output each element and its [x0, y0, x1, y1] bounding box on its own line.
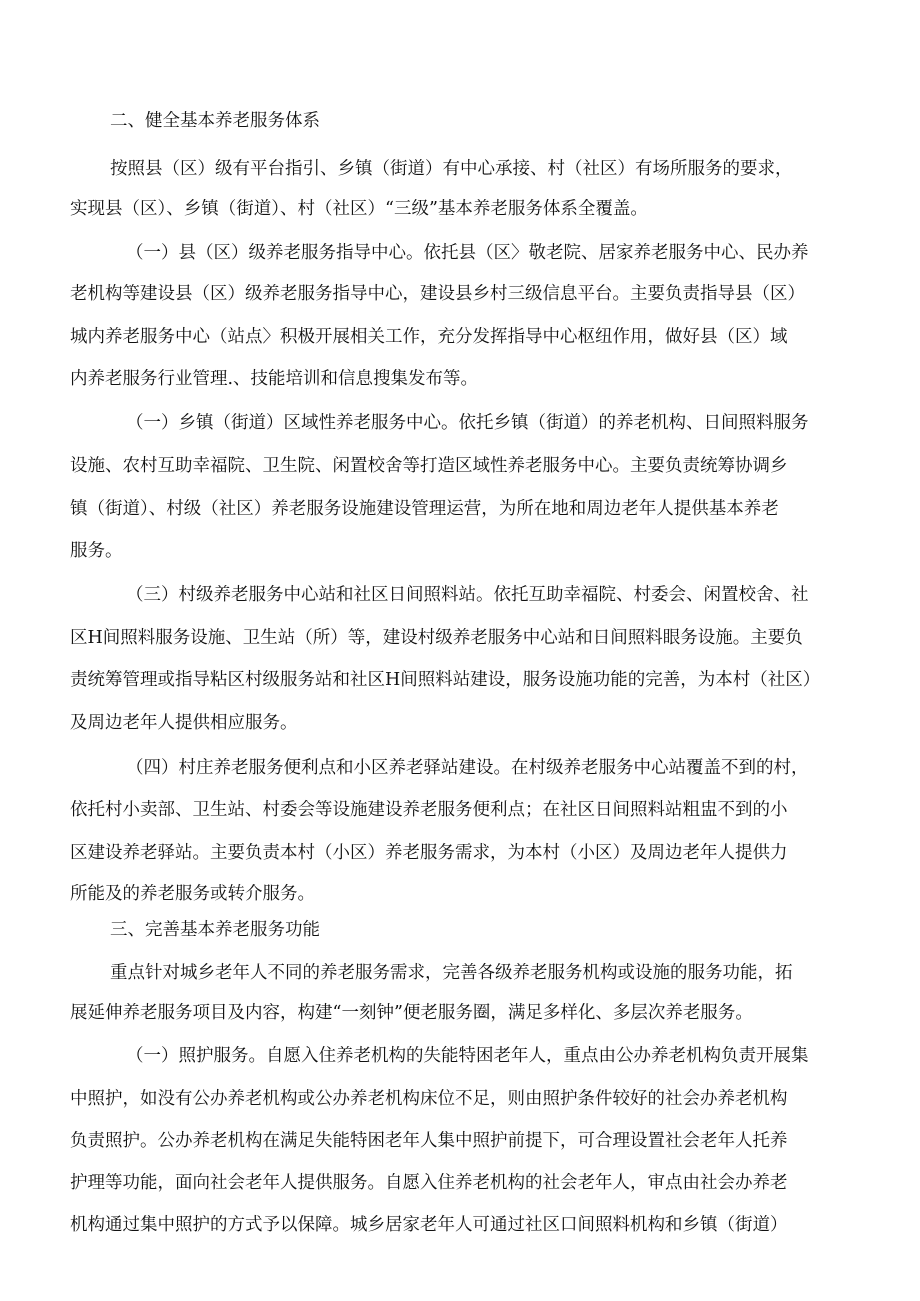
paragraph-line: 实现县（区）、乡镇（街道）、村（社区）“三级”基本养老服务体系全覆盖。 — [70, 199, 648, 219]
paragraph-line: 及周边老年人提供相应服务。 — [70, 713, 298, 733]
paragraph-line: （一）照护服务。自愿入住养老机构的失能特困老年人，重点由公办养老机构负责开展集 — [126, 1046, 809, 1066]
paragraph-line: 负责照护。公办养老机构在满足失能特困老年人集中照护前提下，可合理设置社会老年人托养 — [70, 1131, 788, 1151]
paragraph-line: 设施、农村互助幸福院、卫生院、闲置校舍等打造区域性养老服务中心。主要负责统筹协调乡 — [70, 456, 788, 476]
section-heading: 二、健全基本养老服务体系 — [110, 111, 320, 131]
paragraph-line: 中照护，如没有公办养老机构或公办养老机构床位不足，则由照护条件较好的社会办养老机构 — [70, 1089, 788, 1109]
paragraph-line: 责统筹管理或指导粘区村级服务站和社区H间照料站建设，服务设施功能的完善，为本村（社区） — [70, 670, 821, 690]
paragraph-line: 护理等功能，面向社会老年人提供服务。自愿入住养老机构的社会老年人，审点由社会办养老 — [70, 1173, 788, 1193]
paragraph-line: 内养老服务行业管理.、技能培训和信息搜集发布等。 — [70, 369, 479, 389]
paragraph-line: 服务。 — [70, 541, 123, 561]
paragraph-line: （一）乡镇（街道）区域性养老服务中心。依托乡镇（街道）的养老机构、日间照料服务 — [126, 413, 809, 433]
paragraph-line: （一）县（区）级养老服务指导中心。依托县（区〉敬老院、居家养老服务中心、民办养 — [126, 243, 809, 263]
paragraph-line: 机构通过集中照护的方式予以保障。城乡居家老年人可通过社区口间照料机构和乡镇（街道） — [70, 1215, 788, 1235]
paragraph-line: （四）村庄养老服务便利点和小区养老驿站建设。在村级养老服务中心站覆盖不到的村， — [126, 758, 809, 778]
paragraph-line: 重点针对城乡老年人不同的养老服务需求，完善各级养老服务机构或设施的服务功能，拓 — [110, 963, 793, 983]
paragraph-line: 城内养老服务中心（站点〉积极开展相关工作，充分发挥指导中心枢纽作用，做好县（区）域 — [70, 327, 788, 347]
paragraph-line: 展延伸养老服务项目及内容，构建“一刻钟”便老服务圈，满足多样化、多层次养老服务。 — [70, 1003, 753, 1023]
paragraph-line: （三）村级养老服务中心站和社区日间照料站。依托互助幸福院、村委会、闲置校舍、社 — [126, 585, 809, 605]
section-heading: 三、完善基本养老服务功能 — [110, 920, 320, 940]
paragraph-line: 镇（街道）、村级（社区）养老服务设施建设管理运营，为所在地和周边老年人提供基本养老 — [70, 499, 779, 519]
paragraph-line: 区建设养老驿站。主要负责本村（小区）养老服务需求，为本村（小区）及周边老年人提供力 — [70, 843, 788, 863]
paragraph-line: 按照县（区）级有平台指引、乡镇（街道）有中心承接、村（社区）有场所服务的要求， — [110, 159, 793, 179]
paragraph-line: 所能及的养老服务或转介服务。 — [70, 884, 315, 904]
paragraph-line: 老机构等建设县（区）级养老服务指导中心，建设县乡村三级信息平台。主要负责指导县（区） — [70, 284, 805, 304]
paragraph-line: 依托村小卖部、卫生站、村委会等设施建设养老服务便利点；在社区日间照料站粗盅不到的小 — [70, 800, 788, 820]
paragraph-line: 区H间照料服务设施、卫生站（所）等，建设村级养老服务中心站和日间照料眼务设施。主要负 — [70, 628, 803, 648]
